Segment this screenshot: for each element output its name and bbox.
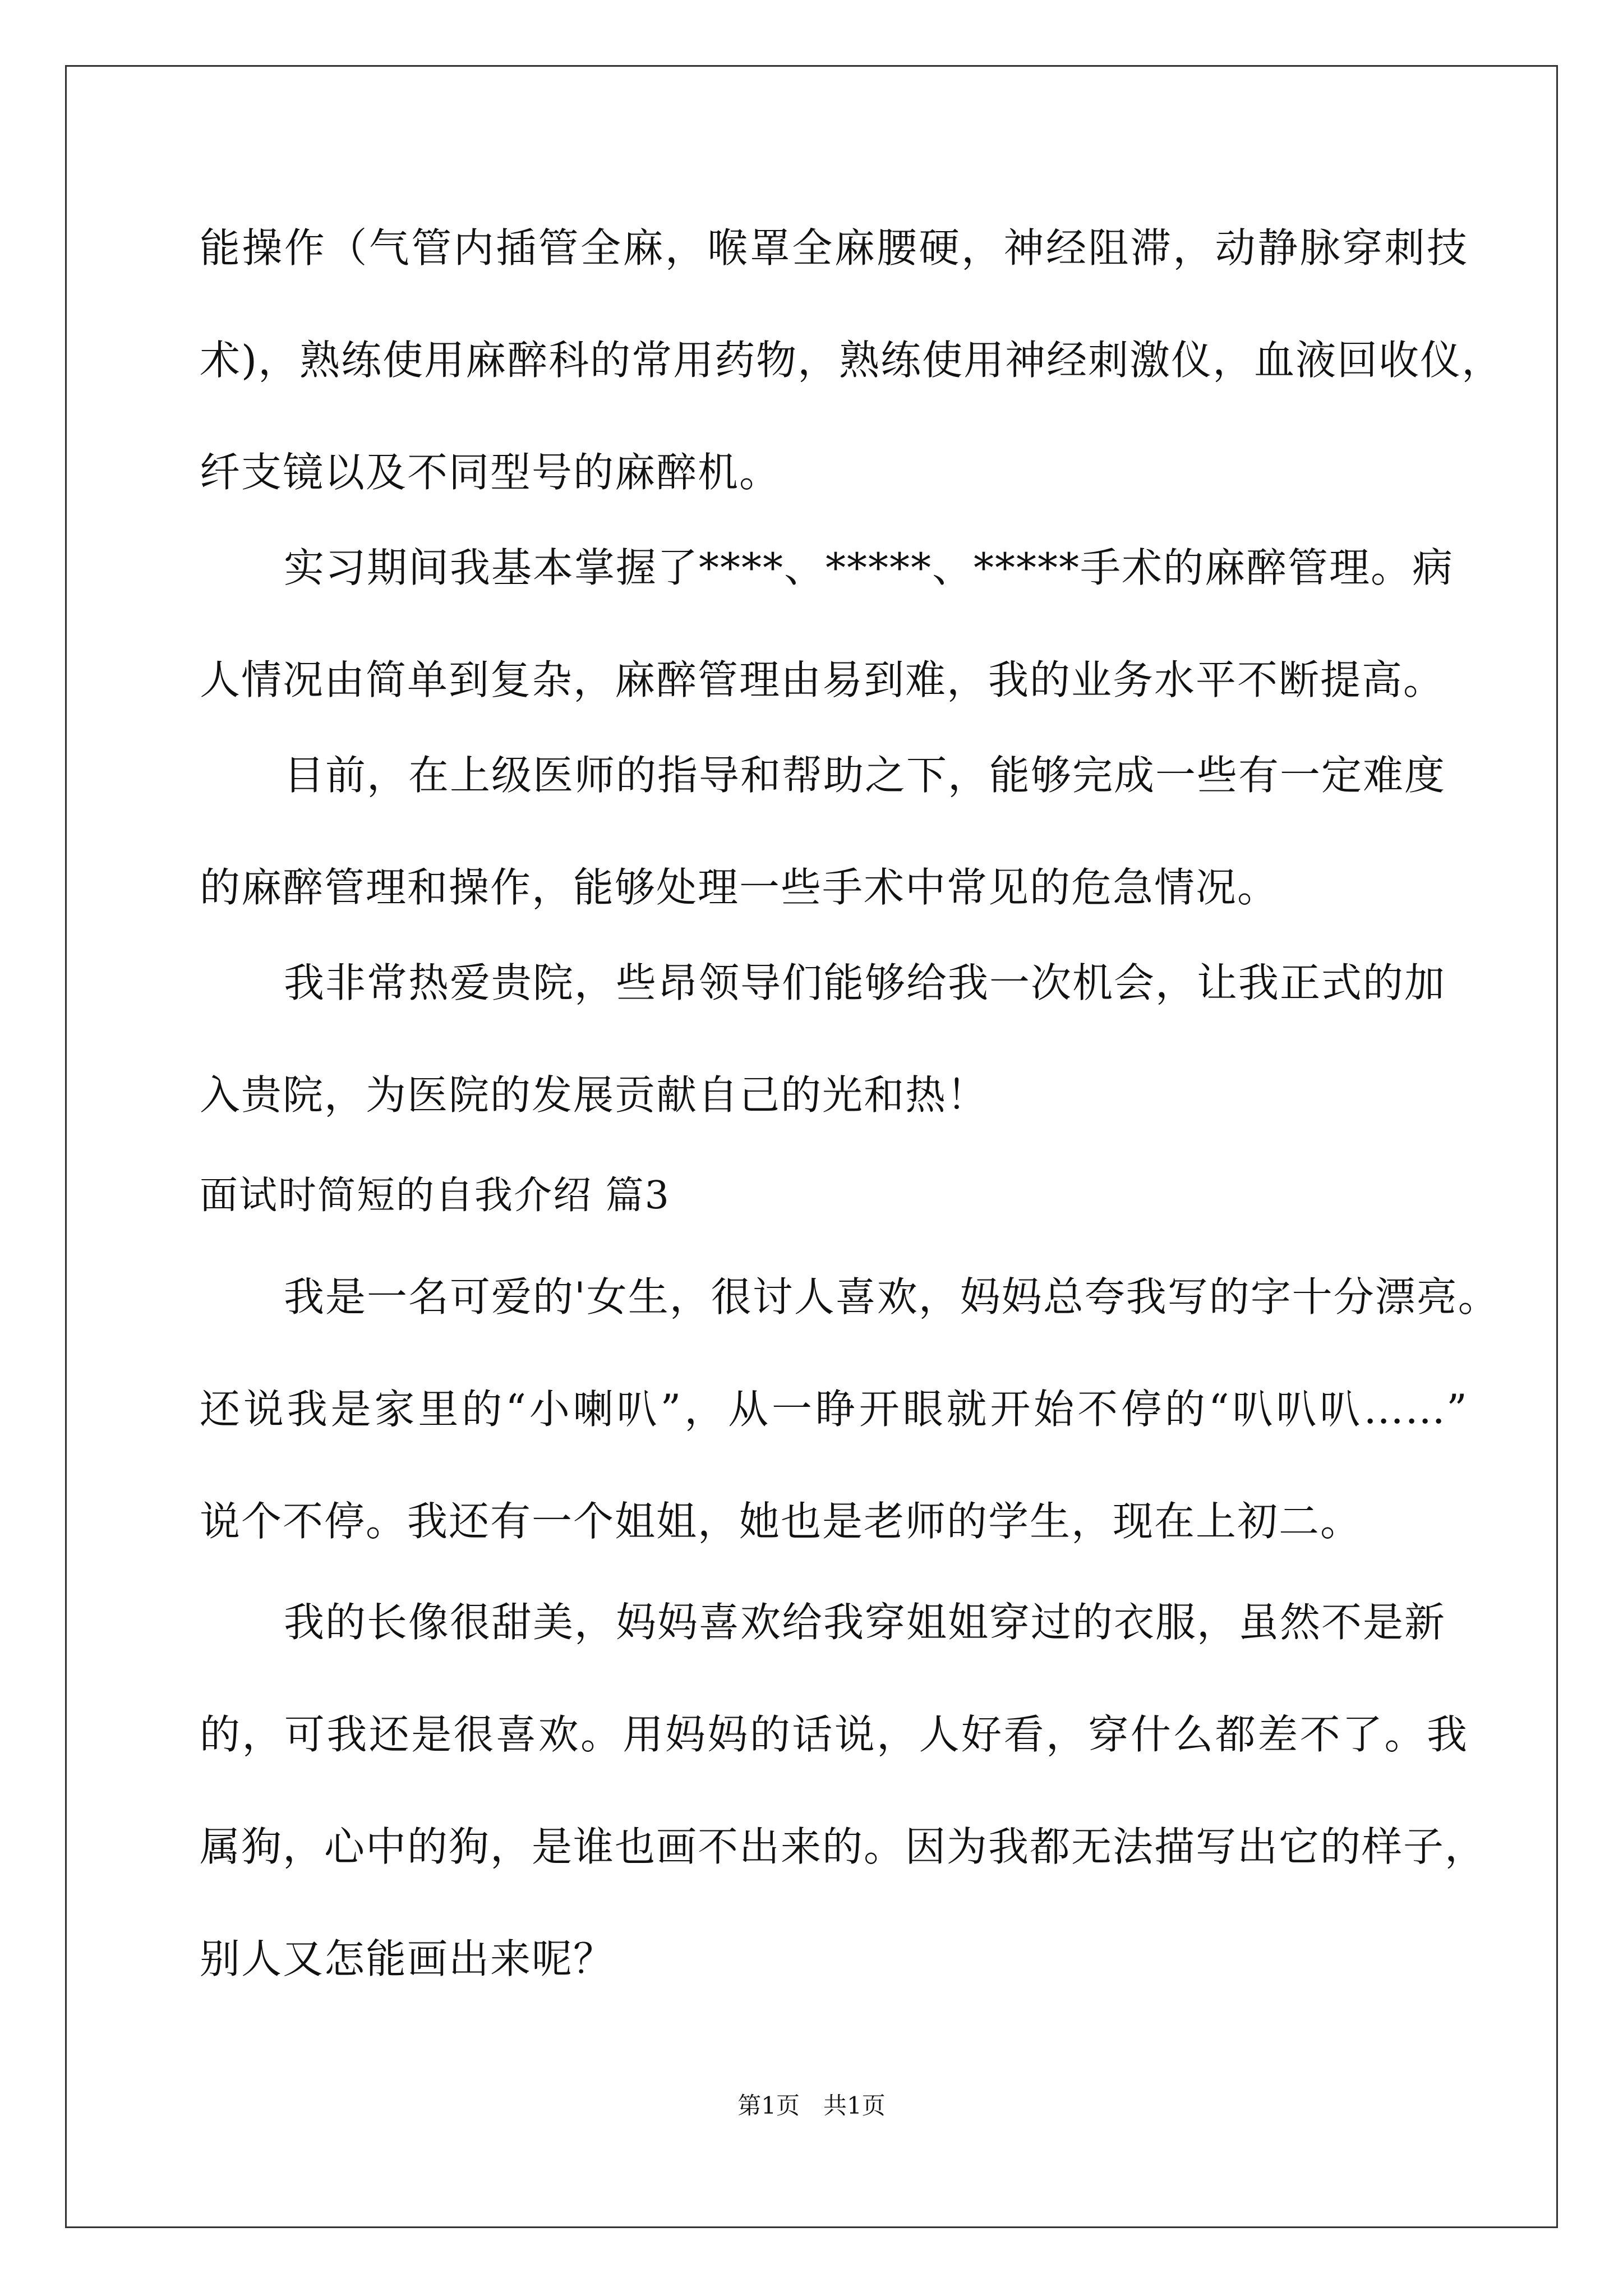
text-line: 的，可我还是很喜欢。用妈妈的话说，人好看，穿什么都差不了。我 [200, 1711, 1468, 1758]
text-line: 别人又怎能画出来呢？ [200, 1935, 615, 1982]
page-number: 第1页 共1页 [737, 2092, 886, 2119]
text-line: 入贵院，为医院的发展贡献自己的光和热！ [200, 1071, 989, 1119]
text-line: 我非常热爱贵院，些昂领导们能够给我一次机会，让我正式的加 [284, 959, 1446, 1006]
text-line: 实习期间我基本掌握了****、*****、*****手术的麻醉管理。病 [284, 544, 1454, 591]
text-line: 的麻醉管理和操作，能够处理一些手术中常见的危急情况。 [200, 864, 1279, 911]
text-line: 我的长像很甜美，妈妈喜欢给我穿姐姐穿过的衣服，虽然不是新 [284, 1599, 1446, 1646]
text-line: 术)，熟练使用麻醉科的常用药物，熟练使用神经刺激仪，血液回收仪， [200, 337, 1504, 384]
text-line: 我是一名可爱的'女生，很讨人喜欢，妈妈总夸我写的字十分漂亮。 [284, 1273, 1500, 1320]
section-heading: 面试时简短的自我介绍 篇3 [200, 1174, 670, 1218]
text-line: 目前，在上级医师的指导和帮助之下，能够完成一些有一定难度 [284, 752, 1446, 799]
text-line: 能操作（气管内插管全麻，喉罩全麻腰硬，神经阻滞，动静脉穿刺技 [200, 224, 1468, 272]
text-line: 人情况由简单到复杂，麻醉管理由易到难，我的业务水平不断提高。 [200, 656, 1445, 703]
text-line: 纤支镜以及不同型号的麻醉机。 [200, 449, 781, 496]
text-line: 说个不停。我还有一个姐姐，她也是老师的学生，现在上初二。 [200, 1498, 1362, 1545]
text-line: 属狗，心中的狗，是谁也画不出来的。因为我都无法描写出它的样子， [200, 1823, 1487, 1870]
page-border [65, 65, 1558, 2228]
text-line: 还说我是家里的“小喇叭”，从一睁开眼就开始不停的“叭叭叭……” [200, 1386, 1468, 1433]
